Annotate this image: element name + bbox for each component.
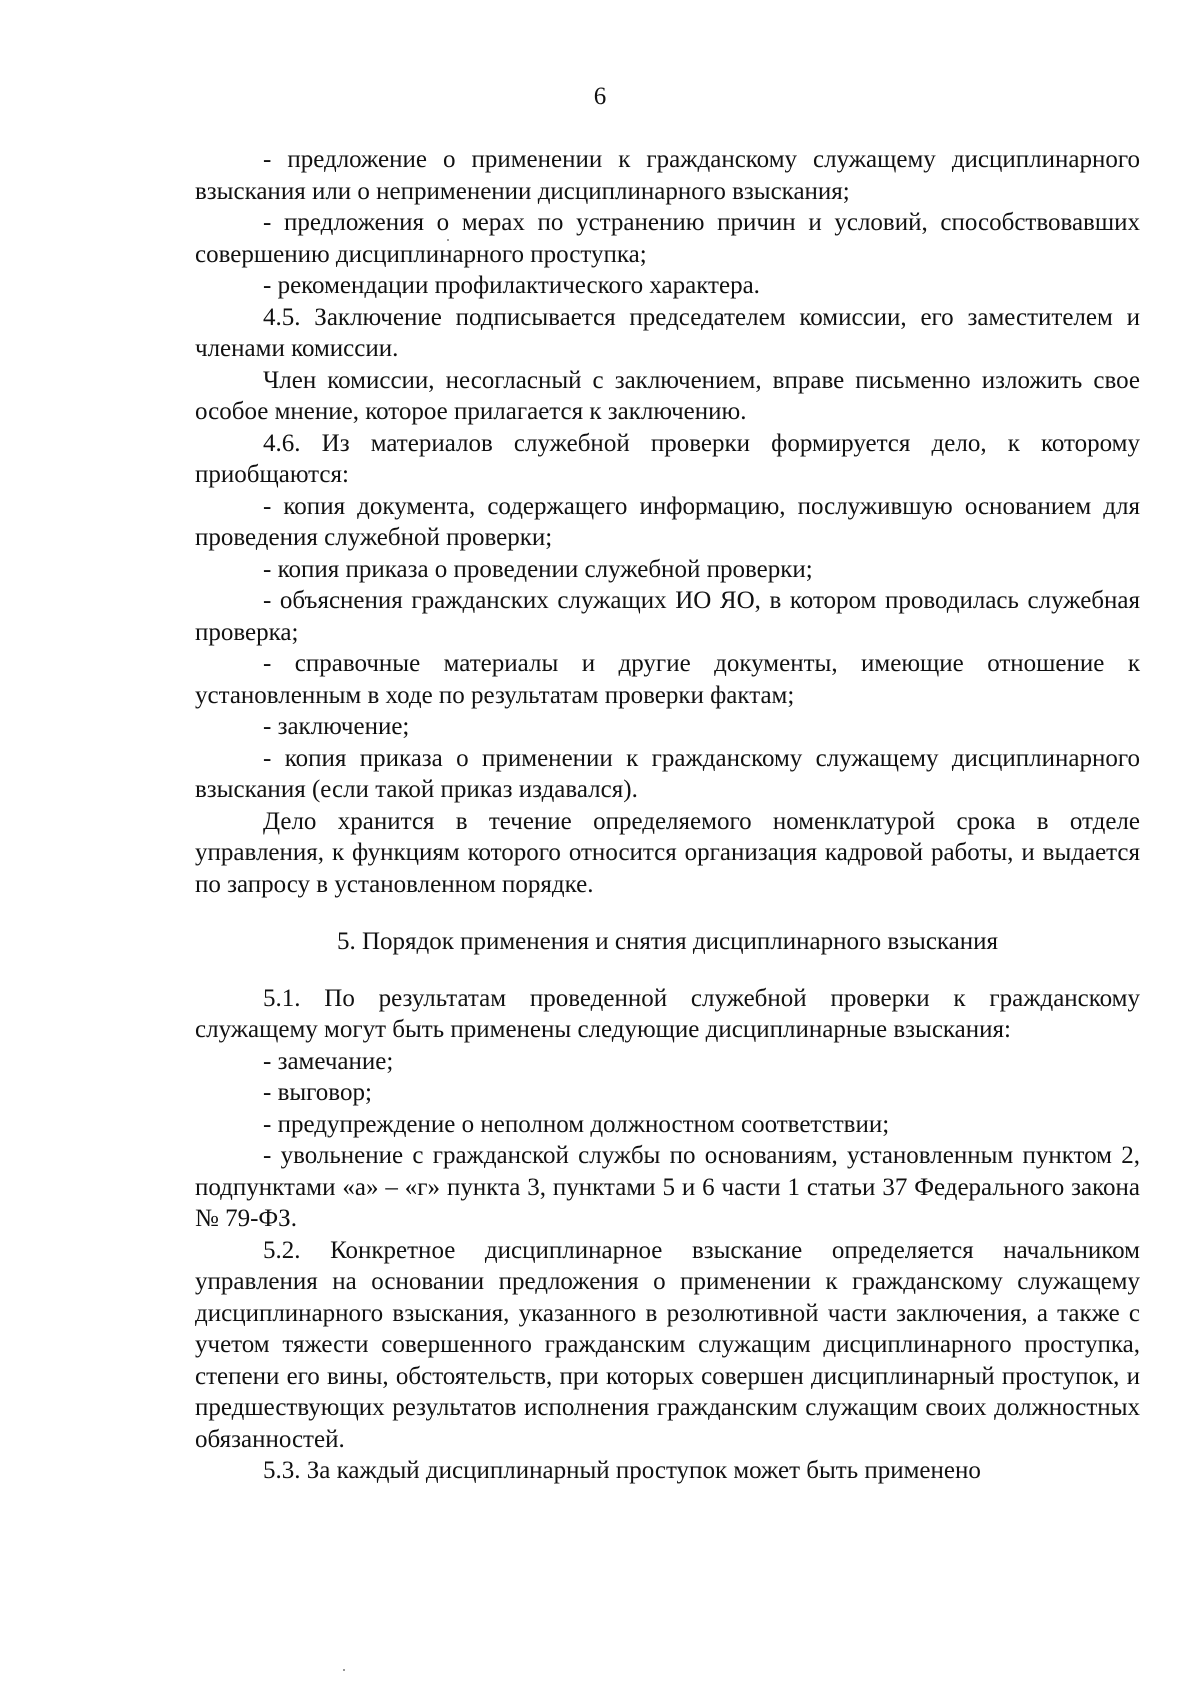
paragraph: - рекомендации профилактического характера.: [263, 272, 760, 299]
list-item: - замечание;: [263, 1047, 394, 1075]
list-item: - копия приказа о применении к гражданскому служащему дисциплинарного взыскания (если такой приказ издавался).: [195, 744, 1140, 803]
list-item: - предупреждение о неполном должностном соответствии;: [263, 1110, 890, 1138]
paragraph: 4.6. Из материалов служебной проверки формируется дело, к которому приобщаются:: [195, 429, 1140, 488]
paragraph: 5.3. За каждый дисциплинарный проступок может быть применено: [263, 1457, 981, 1484]
list-item: - увольнение с гражданской службы по основаниям, установленным пунктом 2, подпунктами «а» – «г» пункта 3, пунктами 5 и 6 части 1 статьи 37 Федерального закона № 79-ФЗ.: [195, 1142, 1140, 1232]
paragraph: Дело хранится в течение определяемого номенклатурой срока в отделе управления, к функциям которого относится организация кадровой работы, и выдается по запросу в установленном порядке.: [195, 807, 1140, 898]
section-heading: 5. Порядок применения и снятия дисциплинарного взыскания: [336, 928, 999, 955]
paragraph: - предложение о применении к гражданскому служащему дисциплинарного взыскания или о неприменении дисциплинарного взыскания;: [195, 146, 1140, 205]
document-body: [195, 144, 1140, 1487]
page-number: 6: [593, 83, 607, 110]
scan-speck: [343, 1669, 345, 1671]
paragraph: Член комиссии, несогласный с заключением, вправе письменно изложить свое особое мнение, которое прилагается к заключению.: [195, 366, 1140, 425]
list-item: - справочные материалы и другие документы, имеющие отношение к установленным в ходе по результатам проверки фактам;: [195, 650, 1140, 709]
list-item: - копия приказа о проведении служебной проверки;: [263, 555, 813, 583]
paragraph: - предложения о мерах по устранению причин и условий, способствовавших совершению дисциплинарного проступка;: [195, 209, 1140, 268]
list-item: - объяснения гражданских служащих ИО ЯО, в котором проводилась служебная проверка;: [195, 587, 1140, 646]
paragraph: 5.2. Конкретное дисциплинарное взыскание определяется начальником управления на основании предложения о применении к гражданскому служащему дисциплинарного взыскания, указанного в резолютивной части заключения, а также с учетом тяжести совершенного гражданским служащим дисциплинарного проступка, степени его вины, обстоятельств, при которых совершен дисциплинарный проступок, и предшествующих результатов исполнения гражданским служащим своих должностных обязанностей.: [195, 1236, 1140, 1453]
paragraph: 4.5. Заключение подписывается председателем комиссии, его заместителем и членами комиссии.: [195, 303, 1140, 362]
scan-speck: [447, 239, 449, 241]
list-item: - копия документа, содержащего информацию, послужившую основанием для проведения служебной проверки;: [195, 492, 1140, 551]
list-item: - заключение;: [263, 713, 410, 740]
paragraph: 5.1. По результатам проведенной служебной проверки к гражданскому служащему могут быть применены следующие дисциплинарные взыскания:: [195, 984, 1140, 1043]
list-item: - выговор;: [263, 1079, 372, 1106]
